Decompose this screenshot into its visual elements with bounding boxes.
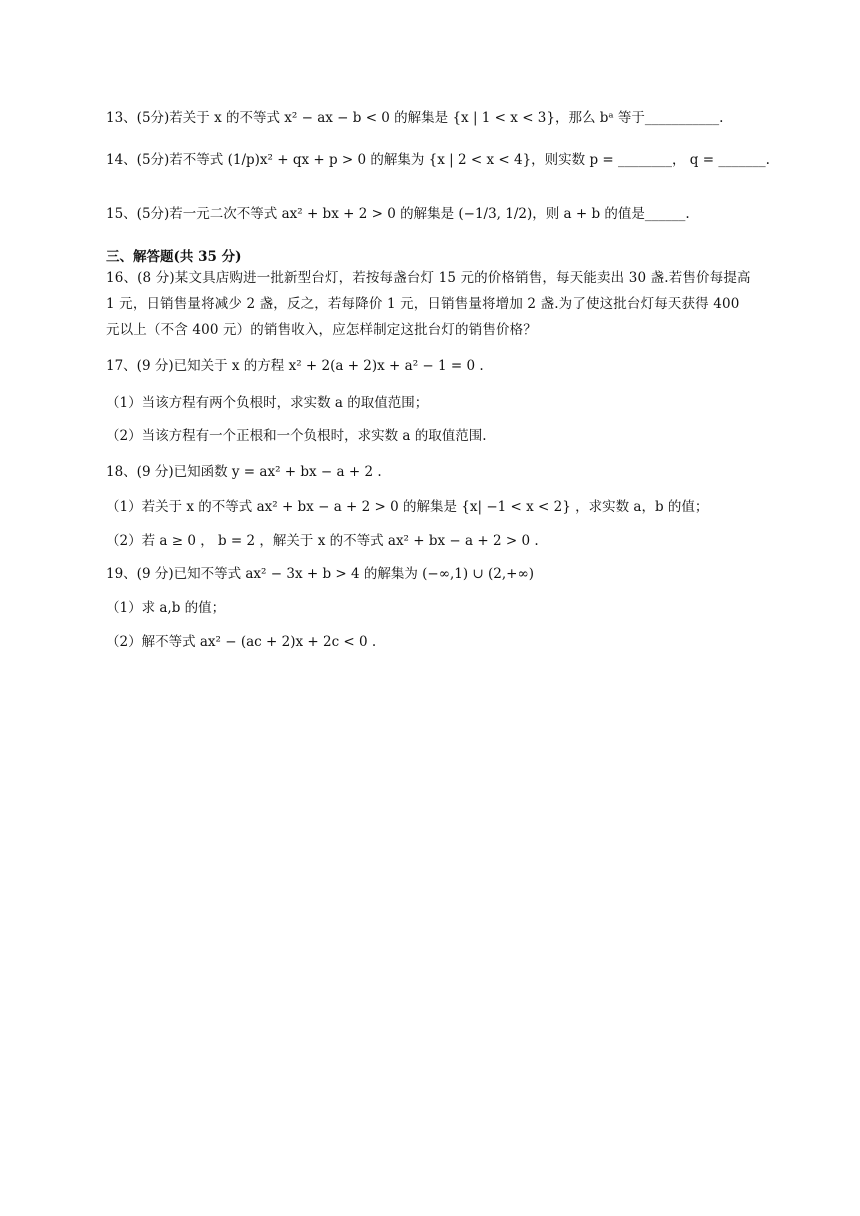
question-14: 14、(5分)若不等式 (1/p)x² + qx + p > 0 的解集为 {x | 2 < x < 4}，则实数 p = ________， q = _______. <box>106 152 770 168</box>
question-15: 15、(5分)若一元二次不等式 ax² + bx + 2 > 0 的解集是 (−1/3, 1/2)，则 a + b 的值是______. <box>106 206 690 222</box>
section-heading: 三、解答题(共 35 分) <box>106 249 242 265</box>
question-18: 18、(9 分)已知函数 y = ax² + bx − a + 2 . <box>106 464 382 480</box>
question-17-part-1: （1）当该方程有两个负根时，求实数 a 的取值范围； <box>106 395 429 411</box>
question-18-part-1: （1）若关于 x 的不等式 ax² + bx − a + 2 > 0 的解集是 {x| −1 < x < 2} ，求实数 a，b 的值； <box>106 499 709 515</box>
question-19-part-2: （2）解不等式 ax² − (ac + 2)x + 2c < 0 . <box>106 634 377 650</box>
question-19: 19、(9 分)已知不等式 ax² − 3x + b > 4 的解集为 (−∞,1) ∪ (2,+∞) <box>106 566 534 582</box>
question-13: 13、(5分)若关于 x 的不等式 x² − ax − b < 0 的解集是 {x | 1 < x < 3}，那么 bᵃ 等于___________. <box>106 110 724 126</box>
question-17: 17、(9 分)已知关于 x 的方程 x² + 2(a + 2)x + a² − 1 = 0 . <box>106 358 484 374</box>
question-19-part-1: （1）求 a,b 的值； <box>106 600 226 616</box>
question-17-part-2: （2）当该方程有一个正根和一个负根时，求实数 a 的取值范围. <box>106 428 487 444</box>
question-16: 16、(8 分)某文具店购进一批新型台灯，若按每盏台灯 15 元的价格销售，每天能卖出 30 盏.若售价每提高 1 元，日销售量将减少 2 盏，反之，若每降价 1 元，日销售量将增加 2 盏.为了使这批台灯每天获得 400 元以上（不含 400 元）的销售收入，应怎样制定这批台灯的销售价格？ <box>106 270 751 338</box>
question-18-part-2: （2）若 a ≥ 0 ， b = 2 ，解关于 x 的不等式 ax² + bx − a + 2 > 0 . <box>106 533 539 549</box>
